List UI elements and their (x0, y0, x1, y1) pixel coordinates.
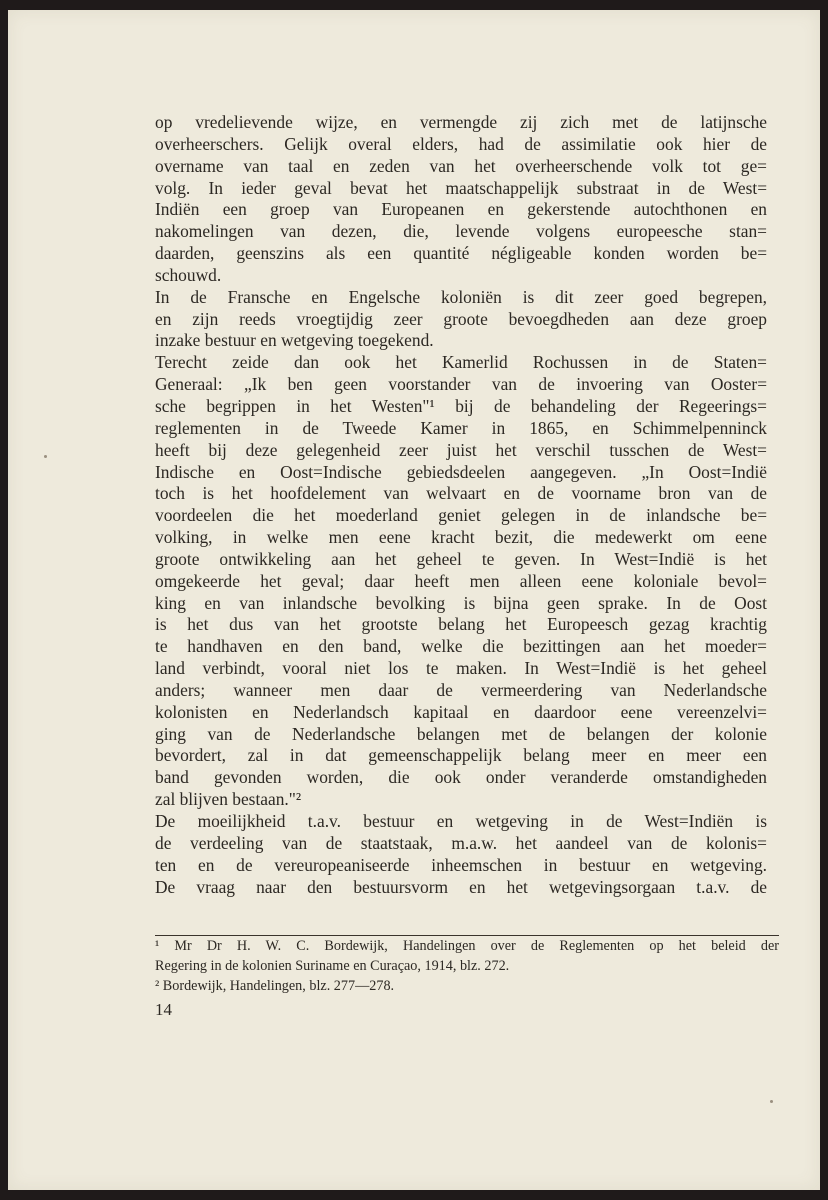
footnote-line: ¹ Mr Dr H. W. C. Bordewijk, Handelingen over de Reglementen op het beleid der (155, 938, 779, 954)
text-line: bevordert, zal in dat gemeenschappelijk belang meer en meer een (155, 745, 767, 766)
text-line: Indiën een groep van Europeanen en gekerstende autochthonen en (155, 199, 767, 220)
text-line: de verdeeling van de staatstaak, m.a.w. het aandeel van de kolonis= (155, 832, 767, 853)
text-line: schouwd. (155, 264, 222, 285)
text-line: overname van taal en zeden van het overheerschende volk tot ge= (155, 155, 767, 176)
text-line: sche begrippen in het Westen"¹ bij de behandeling der Regeerings= (155, 395, 767, 416)
footnote-line: ² Bordewijk, Handelingen, blz. 277—278. (155, 978, 395, 994)
text-line: De moeilijkheid t.a.v. bestuur en wetgeving in de West=Indiën is (155, 811, 767, 831)
text-line: volg. In ieder geval bevat het maatschappelijk substraat in de West= (155, 177, 767, 198)
text-line: zal blijven bestaan."² (155, 789, 302, 810)
text-line: king en van inlandsche bevolking is bijna geen sprake. In de Oost (155, 592, 767, 613)
text-line: op vredelievende wijze, en vermengde zij zich met de latijnsche (155, 112, 767, 132)
text-line: band gevonden worden, die ook onder veranderde omstandigheden (155, 767, 767, 788)
text-line: en zijn reeds vroegtijdig zeer groote bevoegdheden aan deze groep (155, 308, 767, 329)
text-line: daarden, geenszins als een quantité négligeable konden worden be= (155, 243, 767, 264)
text-line: toch is het hoofdelement van welvaart en de voorname bron van de (155, 483, 767, 504)
text-line: ten en de vereuropeaniseerde inheemschen in bestuur en wetgeving. (155, 854, 767, 875)
body-text (155, 112, 767, 898)
text-line: nakomelingen van dezen, die, levende volgens europeesche stan= (155, 221, 767, 242)
text-line: Generaal: „Ik ben geen voorstander van de invoering van Ooster= (155, 374, 767, 395)
paper-speck (44, 455, 47, 458)
footnotes (155, 936, 779, 996)
text-line: is het dus van het grootste belang het Europeesch gezag krachtig (155, 614, 767, 635)
text-line: ging van de Nederlandsche belangen met de belangen der kolonie (155, 723, 767, 744)
text-line: overheerschers. Gelijk overal elders, had de assimilatie ook hier de (155, 133, 767, 154)
text-line: anders; wanneer men daar de vermeerdering van Nederlandsche (155, 679, 767, 700)
text-line: De vraag naar den bestuursvorm en het wetgevingsorgaan t.a.v. de (155, 876, 767, 897)
text-line: omgekeerde het geval; daar heeft men alleen eene koloniale bevol= (155, 570, 767, 591)
footnote-line: Regering in de kolonien Suriname en Curaçao, 1914, blz. 272. (155, 958, 510, 974)
text-line: volking, in welke men eene kracht bezit, die medewerkt om eene (155, 527, 767, 548)
text-line: inzake bestuur en wetgeving toegekend. (155, 330, 434, 351)
text-line: kolonisten en Nederlandsch kapitaal en daardoor eene vereenzelvi= (155, 701, 767, 722)
text-line: In de Fransche en Engelsche koloniën is dit zeer goed begrepen, (155, 286, 767, 307)
text-line: groote ontwikkeling aan het geheel te geven. In West=Indië is het (155, 548, 767, 569)
paper-speck (770, 1100, 773, 1103)
text-line: reglementen in de Tweede Kamer in 1865, en Schimmelpenninck (155, 417, 767, 438)
text-line: voordeelen die het moederland geniet gelegen in de inlandsche be= (155, 505, 767, 526)
text-line: te handhaven en den band, welke die bezittingen aan het moeder= (155, 636, 767, 657)
text-line: Terecht zeide dan ook het Kamerlid Rochussen in de Staten= (155, 352, 767, 373)
page-number: 14 (155, 1000, 172, 1019)
text-line: land verbindt, vooral niet los te maken. In West=Indië is het geheel (155, 658, 767, 679)
text-line: heeft bij deze gelegenheid zeer juist het verschil tusschen de West= (155, 439, 767, 460)
text-line: Indische en Oost=Indische gebiedsdeelen aangegeven. „In Oost=Indië (155, 461, 767, 482)
